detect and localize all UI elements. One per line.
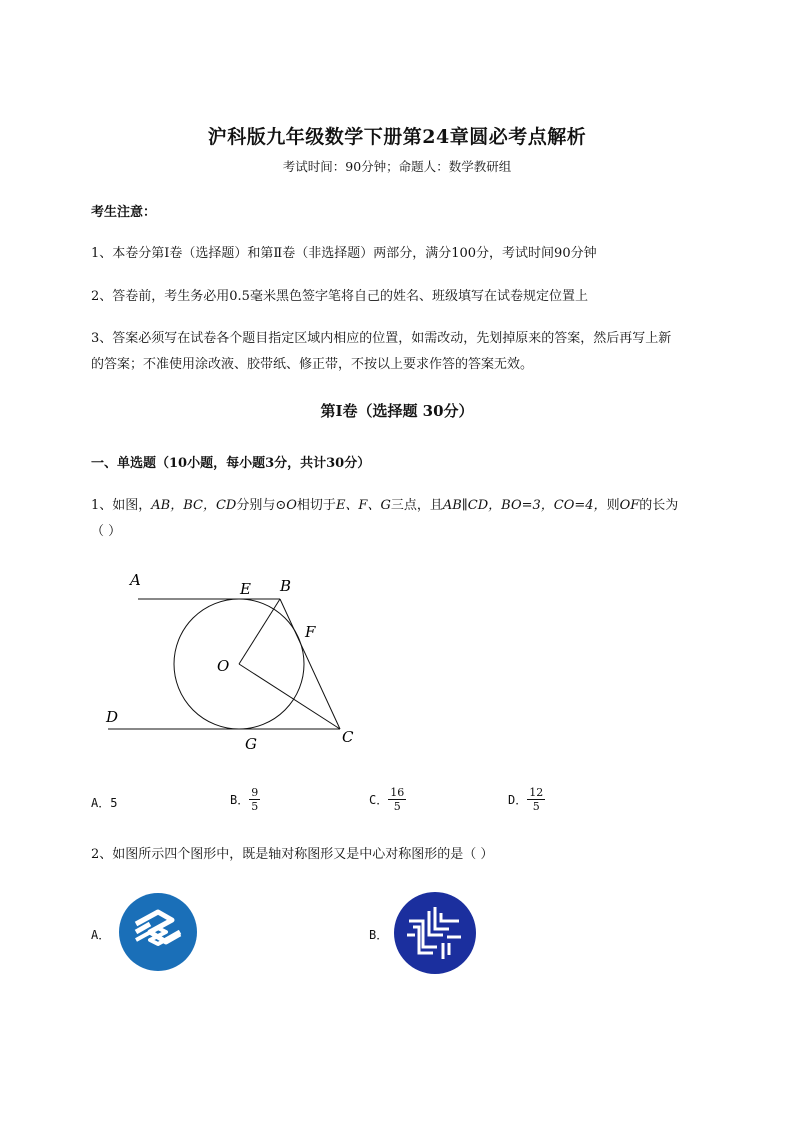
option-b[interactable]: B． $\frac{9}{5}$ — [230, 786, 259, 813]
page-title: 沪科版九年级数学下册第24章圆必考点解析 — [207, 126, 587, 148]
part-title: 一、单选题（10小题，每小题3分，共计30分） — [91, 456, 371, 471]
label-b: B — [280, 577, 292, 595]
fraction: $\frac{9}{5}$ — [251, 786, 259, 813]
question-2-stem: 2、如图所示四个图形中，既是轴对称图形又是中心对称图形的是（ ） — [91, 847, 494, 862]
notice-item-2: 2、答卷前，考生务必用0.5毫米黑色签字笔将自己的姓名、班级填写在试卷规定位置上 — [91, 289, 588, 304]
label-f: F — [305, 623, 316, 641]
label-d: D — [106, 708, 119, 726]
option-d[interactable]: D． $\frac{12}{5}$ — [508, 786, 544, 813]
question-1-figure — [100, 565, 370, 760]
label-a: A — [130, 571, 141, 589]
exam-info: 考试时间：90分钟；命题人：数学教研组 — [282, 159, 512, 174]
line-ob — [239, 599, 280, 664]
china-mobile-logo-icon[interactable] — [118, 892, 198, 972]
option-a[interactable]: A．5 — [91, 796, 118, 810]
fraction: $\frac{16}{5}$ — [390, 786, 405, 813]
label-c: C — [342, 728, 354, 746]
option-c[interactable]: C． $\frac{16}{5}$ — [369, 786, 405, 813]
option-b-label[interactable]: B． — [369, 928, 389, 942]
label-o: O — [217, 657, 230, 675]
notice-item-3-cont: 的答案；不准使用涂改液、胶带纸、修正带，不按以上要求作答的答案无效。 — [91, 357, 534, 372]
notice-item-3: 3、答案必须写在试卷各个题目指定区域内相应的位置，如需改动，先划掉原来的答案，然后再写上新 — [91, 331, 672, 346]
bank-logo-icon[interactable] — [393, 891, 477, 975]
fraction: $\frac{12}{5}$ — [529, 786, 544, 813]
question-1-stem: 1、如图，AB，BC，CD分别与⊙O相切于E、F、G三点，且AB∥CD，BO=3，CO=4，则OF的长为 — [91, 498, 679, 513]
label-e: E — [240, 580, 251, 598]
notice-heading: 考生注意： — [91, 205, 157, 220]
question-1-paren: （ ） — [91, 524, 122, 539]
notice-item-1: 1、本卷分第I卷（选择题）和第Ⅱ卷（非选择题）两部分，满分100分，考试时间90分钟 — [91, 246, 597, 261]
label-g: G — [245, 735, 257, 753]
option-a-label[interactable]: A． — [91, 928, 111, 942]
section-title: 第I卷（选择题 30分） — [320, 402, 474, 420]
